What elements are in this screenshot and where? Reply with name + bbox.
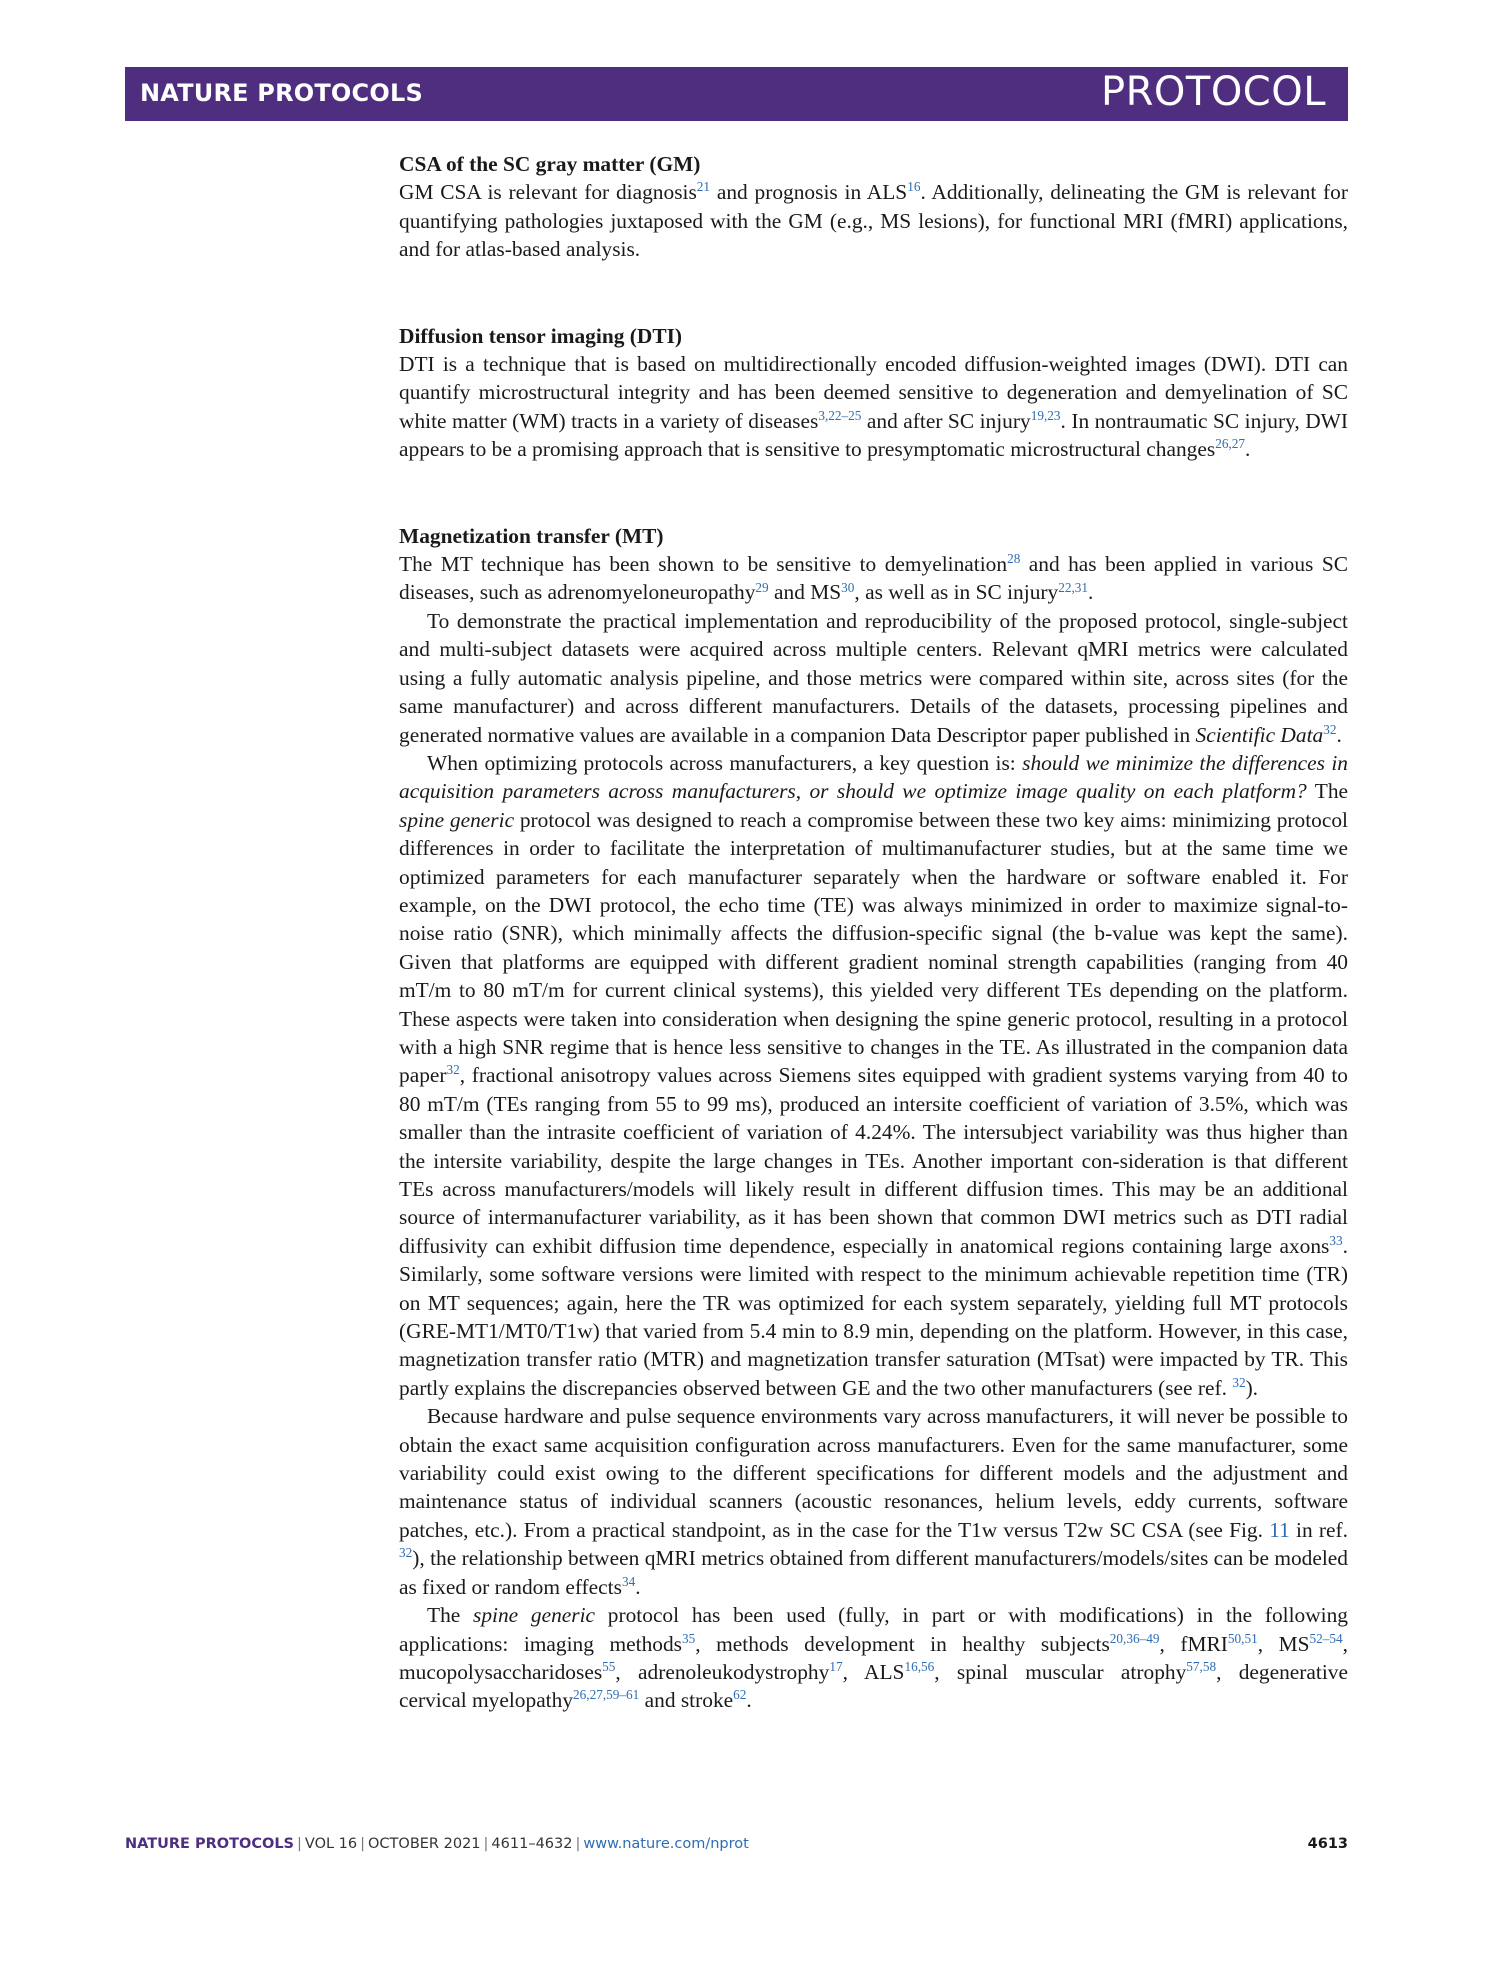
- text: ), the relationship between qMRI metrics obtained from different manufacturers/models/sites can be modeled as fixed or random effects: [399, 1546, 1348, 1599]
- reference-link[interactable]: 52–54: [1309, 1630, 1343, 1646]
- reference-link[interactable]: 55: [602, 1658, 616, 1674]
- text: Because hardware and pulse sequence environments vary across manufacturers, it will never be possible to obtain the exact same acquisition configuration across manufacturers. Even for the same manufacturer, some variability could exist owing to the different specifications for different models and the adjustment and maintenance status of individual scanners (acoustic resonances, helium levels, eddy currents, software patches, etc.). From a practical standpoint, as in the case for the T1w versus T2w SC CSA (see Fig.: [399, 1404, 1348, 1542]
- text: protocol was designed to reach a compromise between these two key aims: minimizing protocol differences in order to facilitate the interpretation of multimanufacturer studies, but at the same time we optimized parameters for each manufacturer separately when the hardware or software enabled it. For example, on the DWI protocol, the echo time (TE) was always minimized in order to maximize signal-to-noise ratio (SNR), which minimally affects the diffusion-specific signal (the b-value was kept the same). Given that platforms are equipped with different gradient nominal strength capabilities (ranging from 40 mT/m to 80 mT/m for current clinical systems), this yielded very different TEs depending on the platform. These aspects were taken into consideration when designing the spine generic protocol, resulting in a protocol with a high SNR regime that is hence less sensitive to changes in the TE. As illustrated in the companion data paper: [399, 807, 1348, 1088]
- reference-link[interactable]: 20,36–49: [1109, 1630, 1160, 1646]
- text: .: [1088, 580, 1094, 605]
- reference-link[interactable]: 26,27: [1215, 436, 1245, 452]
- section-heading-mt: Magnetization transfer (MT): [399, 523, 664, 548]
- footer-separator: |: [360, 1836, 366, 1852]
- footer-journal: NATURE PROTOCOLS: [125, 1836, 295, 1852]
- paragraph-gm: [399, 178, 1348, 263]
- reference-link[interactable]: 62: [733, 1687, 747, 1703]
- reference-link[interactable]: 28: [1007, 551, 1021, 567]
- text: . Similarly, some software versions were limited with respect to the minimum achievable repetition time (TR) on MT sequences; again, here the TR was optimized for each system separately, yielding full MT protocols (GRE-MT1/MT0/T1w) that varied from 5.4 min to 8.9 min, depending on the platform. However, in this case, magnetization transfer ratio (MTR) and magnetization transfer saturation (MTsat) were impacted by TR. This partly explains the discrepancies observed between GE and the two other manufacturers (see ref.: [399, 1233, 1348, 1400]
- article-type-label: PROTOCOL: [1100, 69, 1326, 115]
- text: The: [1306, 779, 1349, 804]
- paragraph-mt-1: [399, 550, 1348, 607]
- footer-separator: |: [297, 1836, 302, 1852]
- section-heading-gm: CSA of the SC gray matter (GM): [399, 152, 701, 176]
- paragraph-dti: [399, 350, 1348, 464]
- footer-date: OCTOBER 2021: [368, 1836, 481, 1852]
- article-body: [399, 150, 1348, 1715]
- reference-link[interactable]: 35: [681, 1630, 696, 1646]
- journal-name: NATURE PROTOCOLS: [140, 79, 423, 107]
- text: The MT technique has been shown to be sensitive to demyelination: [399, 552, 1008, 577]
- paragraph-mt-4: [399, 1402, 1348, 1601]
- text: and prognosis in ALS: [710, 180, 908, 205]
- text: To demonstrate the practical implementation and reproducibility of the proposed protocol, single-subject and multi-subject datasets were acquired across multiple centers. Relevant qMRI metrics were calculated using a fully automatic analysis pipeline, and those metrics were compared within site, across sites (for the same manufacturer) and across different manufacturers. Details of the datasets, processing pipelines and generated normative values are available in a companion Data Descriptor paper published in: [399, 608, 1348, 747]
- paragraph-mt-5: [399, 1601, 1348, 1715]
- reference-link[interactable]: 17: [829, 1658, 843, 1674]
- italic-text: should we minimize the differences in acquisition parameters across manufacturers, or should we optimize image quality on each platform?: [399, 750, 1349, 804]
- text: , adrenoleukodystrophy: [615, 1659, 830, 1684]
- text: protocol has been used (fully, in part or with modifications) in the following applications: imaging methods: [399, 1603, 1348, 1656]
- reference-link[interactable]: 3,22–25: [818, 407, 862, 423]
- text: When optimizing protocols across manufacturers, a key question is:: [427, 750, 1023, 775]
- reference-link[interactable]: 32: [1323, 721, 1337, 737]
- text: , fractional anisotropy values across Siemens sites equipped with gradient systems varying from 40 to 80 mT/m (TEs ranging from 55 to 99 ms), produced an intersite coefficient of variation of 3.5%, which was smaller than the intrasite coefficient of variation of 4.24%. The intersubject variability was thus higher than the intersite variability, despite the large changes in TEs. Another important con-sideration is that different TEs across manufacturers/models will likely result in different diffusion times. This may be an additional source of intermanufacturer variability, as it has been shown that common DWI metrics such as DTI radial diffusivity can exhibit diffusion time dependence, especially in anatomical regions containing large axons: [399, 1063, 1348, 1258]
- reference-link[interactable]: 29: [755, 579, 769, 595]
- italic-text: spine generic: [399, 807, 515, 832]
- text: DTI is a technique that is based on multidirectionally encoded diffusion-weighted images (DWI). DTI can quantify microstructural integrity and has been deemed sensitive to degeneration and demyelination of SC white matter (WM) tracts in a variety of diseases: [399, 352, 1348, 433]
- reference-link[interactable]: 32: [399, 1545, 413, 1561]
- footer-separator: |: [483, 1836, 489, 1852]
- reference-link[interactable]: 30: [841, 579, 855, 595]
- text: in ref.: [1289, 1517, 1348, 1542]
- text: and stroke: [639, 1688, 734, 1713]
- text: , MS: [1257, 1631, 1310, 1656]
- text: GM CSA is relevant for diagnosis: [399, 180, 697, 205]
- text: ).: [1245, 1375, 1259, 1400]
- text: , spinal muscular atrophy: [934, 1659, 1187, 1684]
- text: .: [635, 1574, 641, 1599]
- italic-text: spine generic: [473, 1603, 596, 1628]
- section-spacer: [399, 464, 1348, 522]
- reference-link[interactable]: 26,27,59–61: [573, 1687, 640, 1703]
- footer-separator: |: [575, 1836, 581, 1852]
- text: .: [1336, 722, 1342, 747]
- italic-text: Scientific Data: [1195, 722, 1324, 747]
- reference-link[interactable]: 33: [1329, 1232, 1343, 1248]
- figure-link[interactable]: 11: [1269, 1517, 1290, 1542]
- footer-url-link[interactable]: www.nature.com/nprot: [583, 1836, 749, 1852]
- footer-volume: VOL 16: [304, 1836, 358, 1852]
- paragraph-mt-2: [399, 607, 1348, 749]
- text: . Additionally, delineating the GM is relevant for quantifying pathologies juxtaposed with the GM (e.g., MS lesions), for functional MRI (fMRI) applications, and for atlas-based analysis.: [399, 180, 1349, 262]
- text: , mucopolysaccharidoses: [399, 1631, 1348, 1684]
- text: , methods development in healthy subjects: [695, 1631, 1110, 1656]
- page-number: 4613: [1307, 1836, 1348, 1852]
- text: and has been applied in various SC diseases, such as adrenomyeloneuropathy: [399, 552, 1348, 605]
- reference-link[interactable]: 21: [696, 179, 711, 195]
- reference-link[interactable]: 16,56: [904, 1658, 935, 1674]
- text: , ALS: [842, 1659, 905, 1684]
- text: , degenerative cervical myelopathy: [399, 1659, 1348, 1713]
- reference-link[interactable]: 19,23: [1030, 407, 1061, 423]
- page-footer: [125, 1836, 1348, 1858]
- text: . In nontraumatic SC injury, DWI appears to be a promising approach that is sensitive to presymptomatic microstructural changes: [399, 408, 1348, 462]
- text: and after SC injury: [861, 408, 1031, 433]
- section-spacer: [399, 264, 1348, 322]
- text: and MS: [768, 580, 842, 605]
- paragraph-mt-3: [399, 749, 1348, 1402]
- text: The: [427, 1603, 473, 1628]
- reference-link[interactable]: 32: [446, 1062, 460, 1078]
- text: .: [1245, 437, 1251, 462]
- section-heading-dti: Diffusion tensor imaging (DTI): [399, 323, 683, 348]
- text: , as well as in SC injury: [854, 580, 1059, 605]
- reference-link[interactable]: 16: [907, 179, 921, 195]
- journal-header-bar: [125, 67, 1348, 121]
- reference-link[interactable]: 57,58: [1186, 1658, 1217, 1674]
- footer-pages: 4611–4632: [491, 1836, 573, 1852]
- reference-link[interactable]: 34: [621, 1573, 636, 1589]
- reference-link[interactable]: 22,31: [1058, 579, 1089, 595]
- reference-link[interactable]: 50,51: [1227, 1630, 1258, 1646]
- text: , fMRI: [1159, 1631, 1228, 1656]
- text: .: [746, 1688, 752, 1713]
- reference-link[interactable]: 32: [1232, 1374, 1246, 1390]
